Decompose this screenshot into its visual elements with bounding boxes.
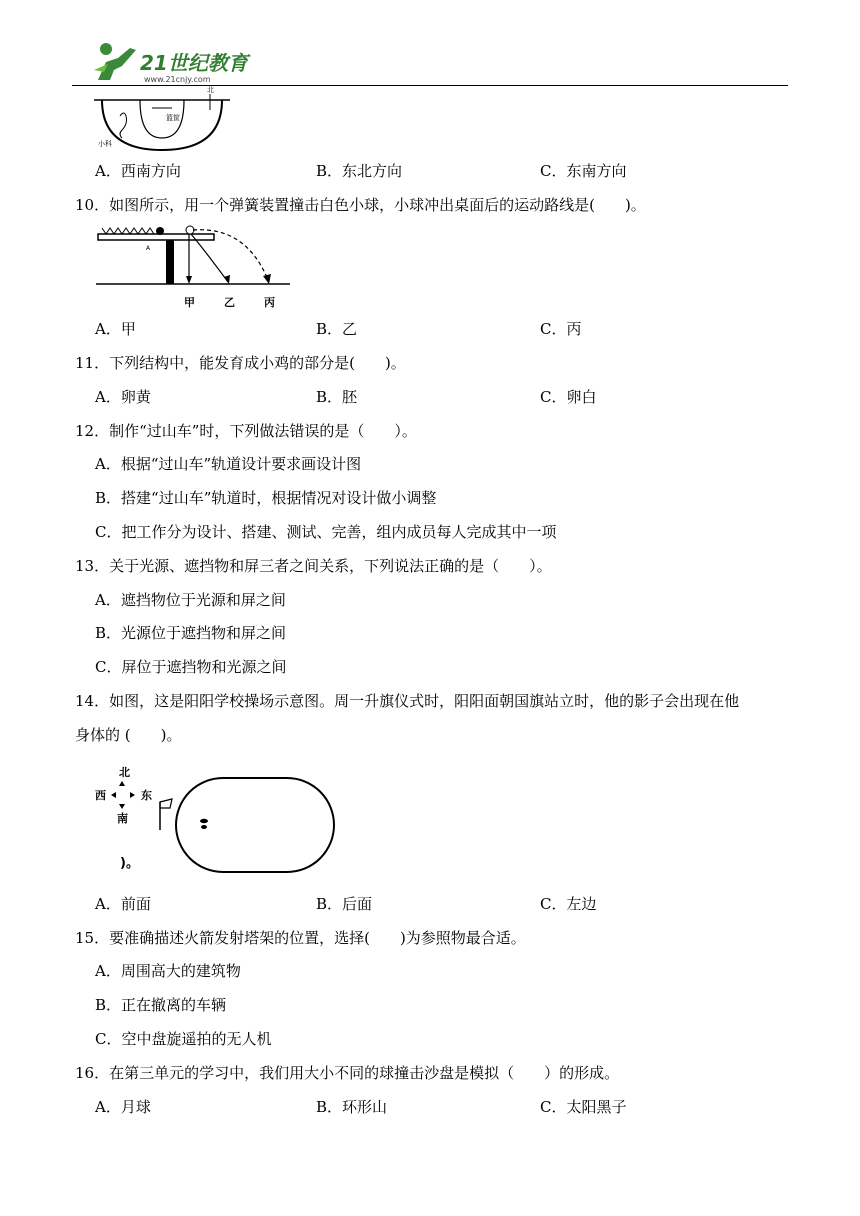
q14-compass-east: 东 xyxy=(141,789,152,802)
q9-figure-person-label: 小科 xyxy=(98,140,112,148)
q14-compass-south: 南 xyxy=(117,812,128,825)
q16-text: 16．在第三单元的学习中，我们用大小不同的球撞击沙盘是模拟（ ）的形成。 xyxy=(75,1064,620,1082)
q9-option-b[interactable]: B．东北方向 xyxy=(316,162,403,180)
q10-figure-label-jia: 甲 xyxy=(184,296,195,309)
logo-url: www.21cnjy.com xyxy=(144,75,211,84)
q14-text-line1: 14．如图，这是阳阳学校操场示意图。周一升旗仪式时，阳阳面朝国旗站立时，他的影子会出现在他 xyxy=(75,692,740,710)
q9-option-a[interactable]: A．西南方向 xyxy=(95,162,181,180)
q13-option-a[interactable]: A．遮挡物位于光源和屏之间 xyxy=(95,591,286,609)
q15-text: 15．要准确描述火箭发射塔架的位置，选择( )为参照物最合适。 xyxy=(75,929,526,947)
q15-option-b[interactable]: B．正在撤离的车辆 xyxy=(95,996,227,1014)
q9-option-c[interactable]: C．东南方向 xyxy=(540,162,627,180)
q15-option-c[interactable]: C．空中盘旋遥拍的无人机 xyxy=(95,1030,272,1048)
q11-option-b[interactable]: B．胚 xyxy=(316,388,358,406)
q12-option-a[interactable]: A．根据“过山车”轨道设计要求画设计图 xyxy=(95,455,362,473)
q14-option-a[interactable]: A．前面 xyxy=(95,895,151,913)
q11-option-a[interactable]: A．卵黄 xyxy=(95,388,151,406)
q14-text-line2: 身体的 ( )。 xyxy=(75,726,182,744)
q9-figure-hoop-label: 篮筐 xyxy=(166,114,180,122)
logo xyxy=(92,40,262,86)
q16-option-c[interactable]: C．太阳黑子 xyxy=(540,1098,627,1116)
q12-option-b[interactable]: B．搭建“过山车”轨道时，根据情况对设计做小调整 xyxy=(95,489,437,507)
q13-text: 13．关于光源、遮挡物和屏三者之间关系，下列说法正确的是（ ）。 xyxy=(75,557,552,575)
q14-figure-tail: )。 xyxy=(120,856,139,871)
q12-text: 12．制作“过山车”时，下列做法错误的是（ ）。 xyxy=(75,422,417,440)
q10-text: 10．如图所示，用一个弹簧装置撞击白色小球，小球冲出桌面后的运动路线是( )。 xyxy=(75,196,646,214)
q14-figure xyxy=(92,764,342,880)
logo-runner-icon xyxy=(92,40,262,86)
q10-figure xyxy=(96,222,292,318)
q10-figure-a-label: A xyxy=(146,245,151,252)
q14-compass-north: 北 xyxy=(119,766,130,779)
q9-figure xyxy=(92,86,232,156)
q14-compass-west: 西 xyxy=(95,789,106,802)
q10-option-c[interactable]: C．丙 xyxy=(540,320,582,338)
q10-option-a[interactable]: A．甲 xyxy=(95,320,136,338)
q15-option-a[interactable]: A．周围高大的建筑物 xyxy=(95,962,241,980)
q10-figure-label-yi: 乙 xyxy=(224,296,235,309)
q11-text: 11．下列结构中，能发育成小鸡的部分是( )。 xyxy=(75,354,406,372)
q16-option-a[interactable]: A．月球 xyxy=(95,1098,151,1116)
q9-figure-north-label: 北 xyxy=(207,86,214,94)
q11-option-c[interactable]: C．卵白 xyxy=(540,388,597,406)
q10-option-b[interactable]: B．乙 xyxy=(316,320,358,338)
q13-option-b[interactable]: B．光源位于遮挡物和屏之间 xyxy=(95,624,287,642)
q14-option-c[interactable]: C．左边 xyxy=(540,895,597,913)
q13-option-c[interactable]: C．屏位于遮挡物和光源之间 xyxy=(95,658,287,676)
q12-option-c[interactable]: C．把工作分为设计、搭建、测试、完善，组内成员每人完成其中一项 xyxy=(95,523,557,541)
q14-option-b[interactable]: B．后面 xyxy=(316,895,373,913)
q16-option-b[interactable]: B．环形山 xyxy=(316,1098,388,1116)
logo-text: 21世纪教育 xyxy=(140,51,248,75)
q10-figure-label-bing: 丙 xyxy=(264,296,275,309)
